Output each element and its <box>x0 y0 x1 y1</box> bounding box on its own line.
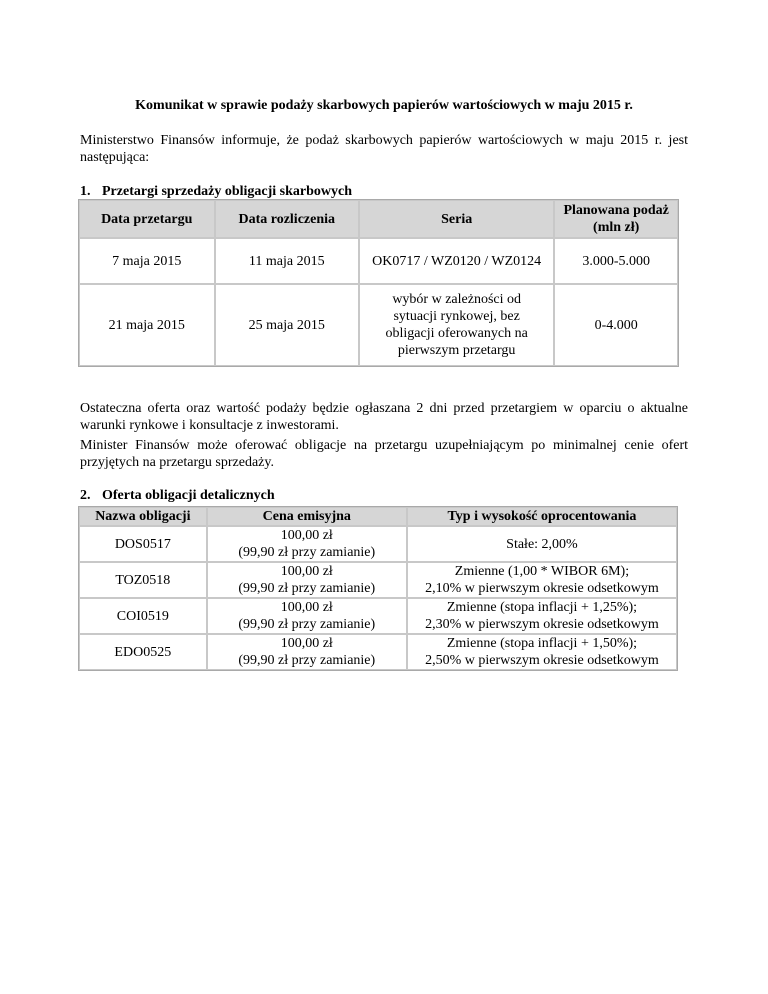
price-note: (99,90 zł przy zamianie) <box>238 581 376 596</box>
auction-date-cell: 21 maja 2015 <box>79 284 215 366</box>
planned-supply-cell: 0-4.000 <box>554 284 678 366</box>
section-2-title: Oferta obligacji detalicznych <box>102 488 275 503</box>
price-value: 100,00 zł <box>280 528 333 543</box>
retail-table-header-row <box>79 507 677 526</box>
issue-price-cell <box>207 526 407 562</box>
settlement-date-cell: 25 maja 2015 <box>215 284 359 366</box>
rate-value: Stałe: 2,00% <box>506 536 578 552</box>
auction-table <box>78 199 679 367</box>
interest-cell <box>407 598 677 634</box>
bond-name-cell: TOZ0518 <box>79 562 207 598</box>
interest-cell <box>407 634 677 670</box>
page-title: Komunikat w sprawie podaży skarbowych papierów wartościowych w maju 2015 r. <box>135 98 633 113</box>
bond-name-cell: COI0519 <box>79 598 207 634</box>
header-issue-price: Cena emisyjna <box>207 507 407 526</box>
rate-value: Zmienne (stopa inflacji + 1,50%); <box>446 636 638 651</box>
price-note: (99,90 zł przy zamianie) <box>238 653 376 668</box>
rate-value: Zmienne (1,00 * WIBOR 6M); <box>454 564 630 579</box>
rate-value: Zmienne (stopa inflacji + 1,25%); <box>446 600 638 615</box>
price-value: 100,00 zł <box>280 564 333 579</box>
series-cell: OK0717 / WZ0120 / WZ0124 <box>359 238 554 284</box>
rate-note: 2,50% w pierwszym okresie odsetkowym <box>425 653 659 668</box>
header-series: Seria <box>359 200 554 238</box>
table-row <box>79 284 678 366</box>
planned-supply-cell: 3.000-5.000 <box>554 238 678 284</box>
issue-price-cell <box>207 634 407 670</box>
interest-cell <box>407 562 677 598</box>
issue-price-cell <box>207 598 407 634</box>
price-value: 100,00 zł <box>280 600 333 615</box>
section-2-heading <box>80 487 275 504</box>
settlement-date-cell: 11 maja 2015 <box>215 238 359 284</box>
section-1-number: 1. <box>80 184 91 199</box>
section-1-title: Przetargi sprzedaży obligacji skarbowych <box>102 184 353 199</box>
final-offer-paragraph: Ostateczna oferta oraz wartość podaży będzie ogłaszana 2 dni przed przetargiem w oparciu o aktualne warunki rynkowe i konsultacje z inwestorami. <box>80 401 688 433</box>
intro-paragraph: Ministerstwo Finansów informuje, że podaż skarbowych papierów wartościowych w maju 2015 r. jest następująca: <box>80 133 688 165</box>
price-note: (99,90 zł przy zamianie) <box>238 545 376 560</box>
price-value: 100,00 zł <box>280 636 333 651</box>
header-interest-type: Typ i wysokość oprocentowania <box>407 507 677 526</box>
rate-note: 2,30% w pierwszym okresie odsetkowym <box>425 617 659 632</box>
minister-paragraph: Minister Finansów może oferować obligacje na przetargu uzupełniającym po minimalnej cenie ofert przyjętych na przetargu sprzedaży. <box>80 438 688 470</box>
bond-name-cell: DOS0517 <box>79 526 207 562</box>
header-settlement-date: Data rozliczenia <box>215 200 359 238</box>
price-note: (99,90 zł przy zamianie) <box>238 617 376 632</box>
rate-note: 2,10% w pierwszym okresie odsetkowym <box>425 581 659 596</box>
series-cell: wybór w zależności od sytuacji rynkowej, bez obligacji oferowanych na pierwszym przetargu <box>359 284 554 366</box>
interest-cell <box>407 526 677 562</box>
auction-table-header-row <box>79 200 678 238</box>
auction-date-cell: 7 maja 2015 <box>79 238 215 284</box>
bond-name-cell: EDO0525 <box>79 634 207 670</box>
issue-price-cell <box>207 562 407 598</box>
table-row <box>79 598 677 634</box>
table-row <box>79 634 677 670</box>
table-row <box>79 238 678 284</box>
header-bond-name: Nazwa obligacji <box>79 507 207 526</box>
retail-bonds-table <box>78 506 678 671</box>
section-2-number: 2. <box>80 488 91 503</box>
header-planned-supply: Planowana podaż (mln zł) <box>554 200 678 238</box>
table-row <box>79 526 677 562</box>
header-auction-date: Data przetargu <box>79 200 215 238</box>
table-row <box>79 562 677 598</box>
section-1-heading <box>80 183 352 200</box>
